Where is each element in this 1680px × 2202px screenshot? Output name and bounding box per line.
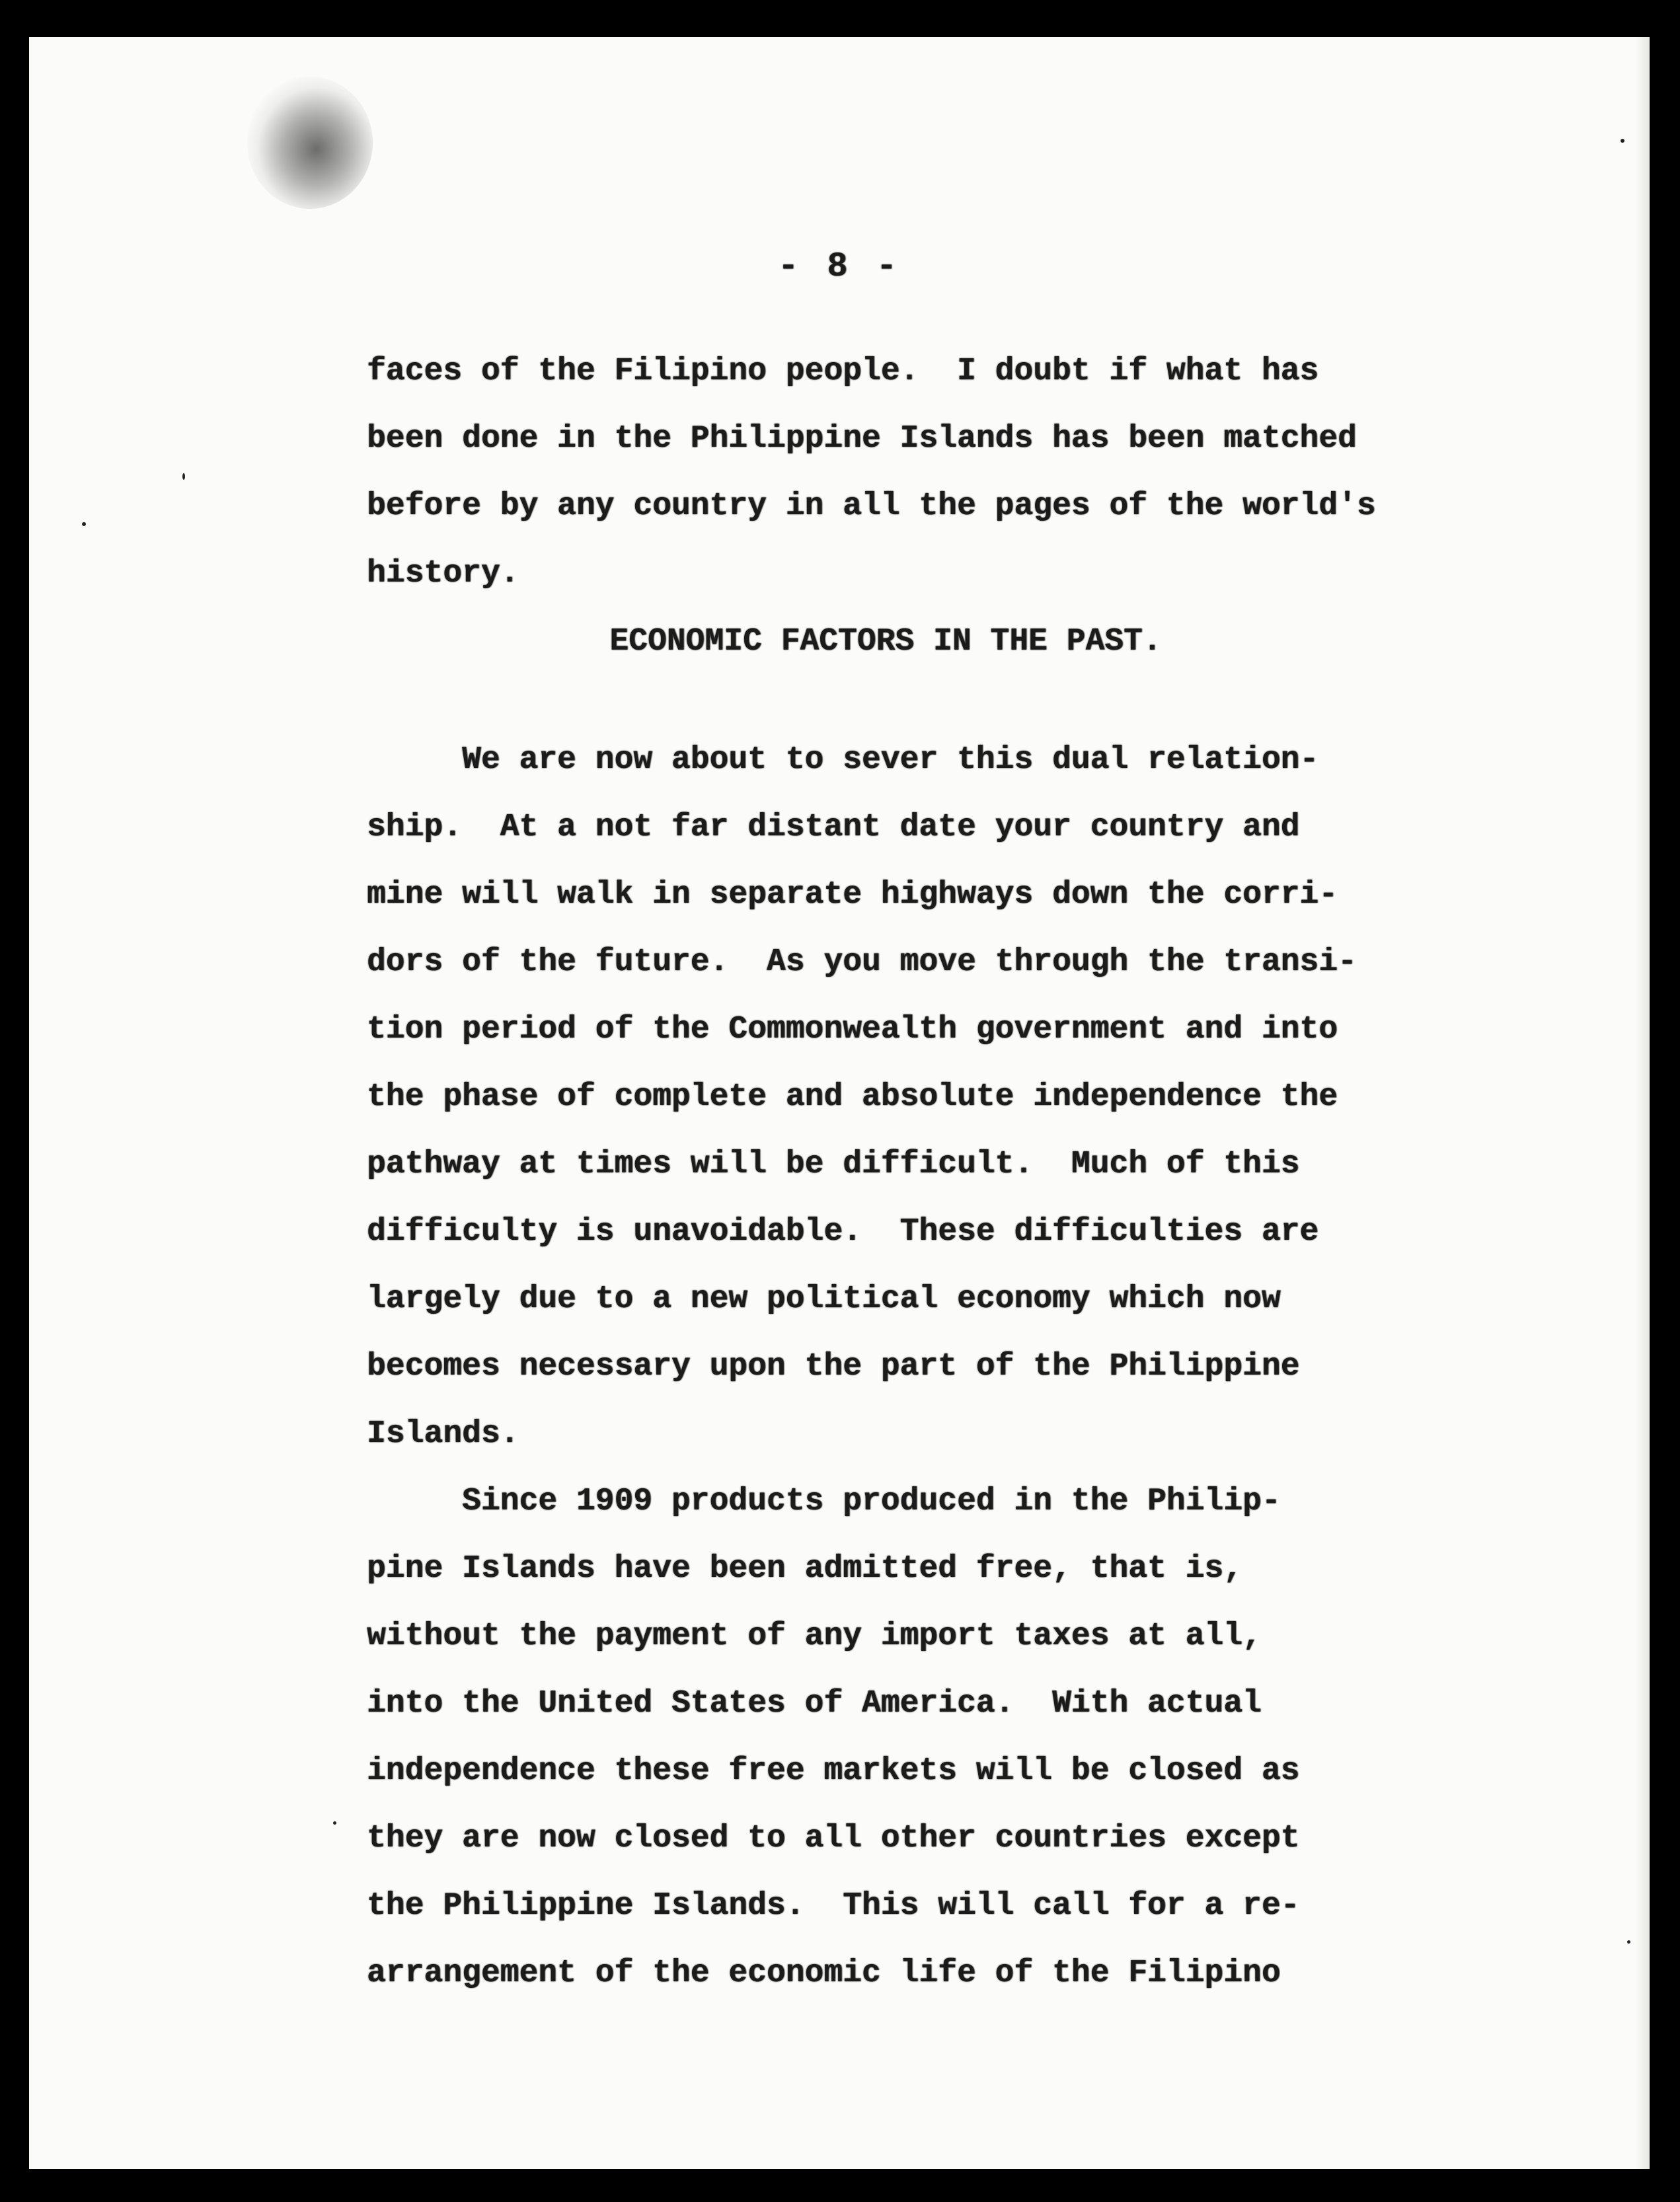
- page-number: - 8 -: [777, 247, 901, 286]
- text-line: without the payment of any import taxes at all,: [367, 1618, 1262, 1654]
- text-line: arrangement of the economic life of the Filipino: [367, 1955, 1281, 1991]
- text-line: We are now about to sever this dual relation-: [367, 742, 1319, 778]
- text-line: history.: [367, 556, 519, 591]
- text-line: ship. At a not far distant date your country and: [367, 810, 1300, 845]
- text-line: before by any country in all the pages of the world's: [367, 488, 1376, 524]
- text-line: pine Islands have been admitted free, that is,: [367, 1551, 1243, 1587]
- text-line: pathway at times will be difficult. Much of this: [367, 1147, 1300, 1182]
- section-heading: ECONOMIC FACTORS IN THE PAST.: [609, 624, 1162, 660]
- text-line: into the United States of America. With actual: [367, 1686, 1262, 1722]
- document-page: [29, 37, 1650, 2169]
- text-line: dors of the future. As you move through the transi-: [367, 944, 1357, 980]
- text-line: becomes necessary upon the part of the Philippine: [367, 1349, 1300, 1385]
- text-line: they are now closed to all other countries except: [367, 1821, 1300, 1856]
- text-line: Since 1909 products produced in the Philip-: [367, 1484, 1281, 1519]
- text-line: the phase of complete and absolute independence the: [367, 1079, 1338, 1115]
- text-line: tion period of the Commonwealth government and into: [367, 1012, 1338, 1047]
- text-line: Islands.: [367, 1416, 519, 1452]
- text-line: difficulty is unavoidable. These difficulties are: [367, 1214, 1319, 1250]
- text-line: independence these free markets will be closed as: [367, 1753, 1300, 1789]
- text-line: mine will walk in separate highways down the corri-: [367, 877, 1338, 913]
- text-line: the Philippine Islands. This will call for a re-: [367, 1888, 1300, 1924]
- text-line: largely due to a new political economy which now: [367, 1281, 1281, 1317]
- text-line: been done in the Philippine Islands has been matched: [367, 421, 1357, 457]
- typed-text: [29, 37, 1650, 2169]
- text-line: faces of the Filipino people. I doubt if what has: [367, 354, 1319, 389]
